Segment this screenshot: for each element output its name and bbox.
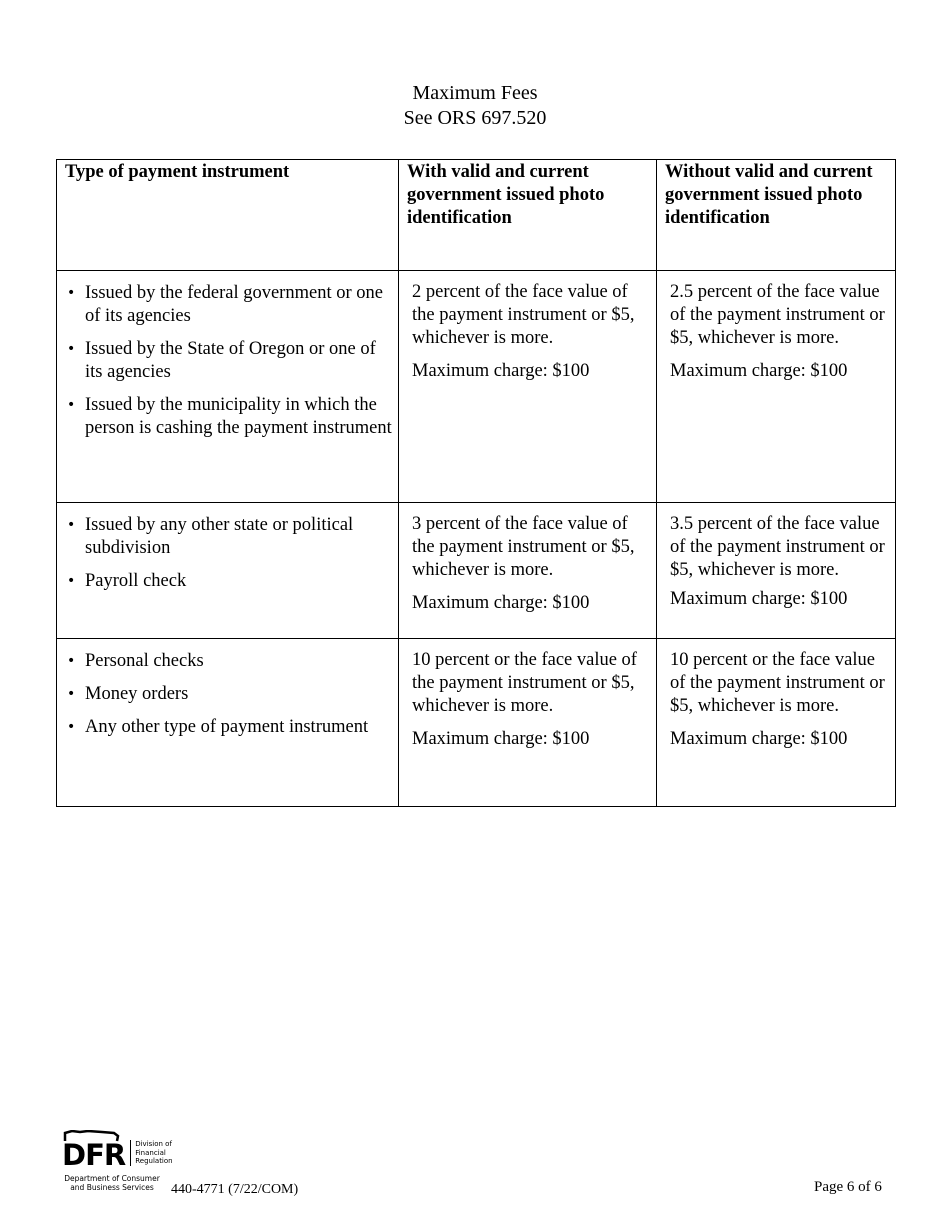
max-charge: Maximum charge: $100 [412, 361, 590, 381]
page-subtitle: See ORS 697.520 [403, 107, 547, 129]
logo-division-text: Division of Financial Regulation [130, 1140, 172, 1166]
oregon-outline-icon [62, 1130, 120, 1142]
type-cell [57, 639, 399, 807]
fee-text: 3 percent of the face value of the payment instrument or $5, whichever is more. [412, 514, 635, 580]
form-number: 440-4771 (7/22/COM) [171, 1182, 299, 1197]
list-item: • Issued by the federal government or one of its agencies [65, 282, 394, 328]
fees-table [56, 159, 896, 807]
list-item: • Payroll check [65, 570, 394, 593]
dfr-logo [62, 1130, 172, 1192]
without-id-cell [657, 503, 896, 639]
max-charge: Maximum charge: $100 [670, 589, 848, 609]
max-charge: Maximum charge: $100 [670, 729, 848, 749]
with-id-cell [399, 639, 657, 807]
dfr-logo-mark [62, 1130, 125, 1172]
without-id-cell [657, 271, 896, 503]
logo-department-text: Department of Consumer and Business Services [64, 1174, 160, 1192]
fee-text: 2.5 percent of the face value of the payment instrument or $5, whichever is more. [670, 282, 885, 348]
with-id-cell [399, 271, 657, 503]
column-header-type: Type of payment instrument [57, 160, 399, 271]
list-item: • Personal checks [65, 650, 394, 673]
fee-text: 10 percent or the face value of the payment instrument or $5, whichever is more. [670, 650, 885, 716]
column-header-without-id: Without valid and current government issued photo identification [657, 160, 896, 271]
fee-text: 10 percent or the face value of the payment instrument or $5, whichever is more. [412, 650, 637, 716]
max-charge: Maximum charge: $100 [412, 729, 590, 749]
table-row [57, 271, 896, 503]
type-cell [57, 503, 399, 639]
column-header-with-id: With valid and current government issued photo identification [399, 160, 657, 271]
table-header-row [57, 160, 896, 271]
without-id-cell [657, 639, 896, 807]
fee-text: 2 percent of the face value of the payment instrument or $5, whichever is more. [412, 282, 635, 348]
page-title-block [0, 81, 950, 131]
page-number: Page 6 of 6 [814, 1179, 882, 1195]
with-id-cell [399, 503, 657, 639]
list-item: • Issued by any other state or political subdivision [65, 514, 394, 560]
list-item: • Issued by the State of Oregon or one of its agencies [65, 338, 394, 384]
list-item: • Money orders [65, 683, 394, 706]
list-item: • Any other type of payment instrument [65, 716, 394, 739]
page-title: Maximum Fees [412, 82, 538, 104]
fee-text: 3.5 percent of the face value of the payment instrument or $5, whichever is more. [670, 514, 885, 580]
list-item: • Issued by the municipality in which the person is cashing the payment instrument [65, 394, 394, 440]
max-charge: Maximum charge: $100 [412, 593, 590, 613]
table-row [57, 503, 896, 639]
dfr-logo-text: DFR [62, 1138, 126, 1172]
table-row [57, 639, 896, 807]
max-charge: Maximum charge: $100 [670, 361, 848, 381]
type-cell [57, 271, 399, 503]
